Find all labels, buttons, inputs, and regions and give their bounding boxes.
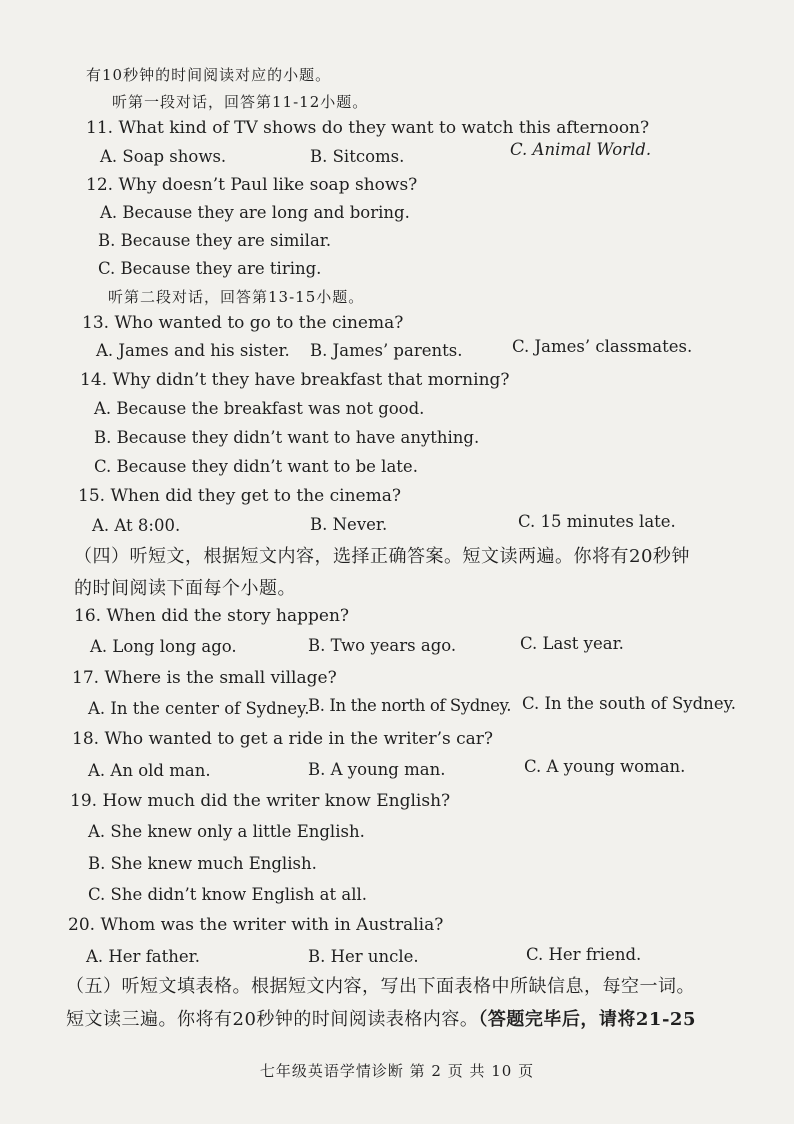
q12-option-b: B. Because they are similar. xyxy=(98,231,332,250)
q20-option-b: B. Her uncle. xyxy=(308,947,419,966)
q16-option-c: C. Last year. xyxy=(520,634,624,653)
part5-line2-bold: （答题完毕后，请将21-25 xyxy=(478,1009,696,1030)
q15-stem: 15. When did they get to the cinema? xyxy=(78,486,401,506)
q20-option-c: C. Her friend. xyxy=(526,945,642,964)
intro-line: 有10秒钟的时间阅读对应的小题。 xyxy=(86,66,332,84)
q14-option-a: A. Because the breakfast was not good. xyxy=(94,399,425,418)
q17-option-b: B. In the north of Sydney. xyxy=(308,696,512,715)
q11-option-a: A. Soap shows. xyxy=(100,147,227,166)
q18-option-a: A. An old man. xyxy=(88,761,211,780)
q15-option-a: A. At 8:00. xyxy=(92,516,181,535)
q19-option-c: C. She didn’t know English at all. xyxy=(88,885,368,904)
part4-instruction-line1: （四）听短文，根据短文内容，选择正确答案。短文读两遍。你将有20秒钟 xyxy=(74,546,690,567)
q13-option-b: B. James’ parents. xyxy=(310,341,463,360)
q12-option-c: C. Because they are tiring. xyxy=(98,259,322,278)
q12-option-a: A. Because they are long and boring. xyxy=(100,203,410,222)
part5-line2-text: 短文读三遍。你将有20秒钟的时间阅读表格内容。 xyxy=(66,1009,479,1030)
q14-option-c: C. Because they didn’t want to be late. xyxy=(94,457,418,476)
q17-option-c: C. In the south of Sydney. xyxy=(522,694,736,713)
q19-option-a: A. She knew only a little English. xyxy=(88,822,365,841)
q17-stem: 17. Where is the small village? xyxy=(72,668,337,688)
q18-stem: 18. Who wanted to get a ride in the writer’s car? xyxy=(72,729,494,749)
q15-option-b: B. Never. xyxy=(310,515,388,534)
section1-header: 听第一段对话，回答第11-12小题。 xyxy=(112,93,369,111)
q15-option-c: C. 15 minutes late. xyxy=(518,512,676,531)
q13-stem: 13. Who wanted to go to the cinema? xyxy=(82,313,404,333)
q18-option-c: C. A young woman. xyxy=(524,757,686,776)
q16-stem: 16. When did the story happen? xyxy=(74,606,350,626)
part4-instruction-line2: 的时间阅读下面每个小题。 xyxy=(74,578,296,599)
page-footer: 七年级英语学情诊断 第 2 页 共 10 页 xyxy=(259,1062,535,1080)
q17-option-a: A. In the center of Sydney. xyxy=(88,699,310,718)
q13-option-c: C. James’ classmates. xyxy=(512,337,693,356)
q14-option-b: B. Because they didn’t want to have anything. xyxy=(94,428,480,447)
q19-stem: 19. How much did the writer know English? xyxy=(70,791,451,811)
q20-stem: 20. Whom was the writer with in Australia? xyxy=(68,915,444,935)
q16-option-a: A. Long long ago. xyxy=(90,637,237,656)
q18-option-b: B. A young man. xyxy=(308,760,446,779)
q19-option-b: B. She knew much English. xyxy=(88,854,317,873)
section2-header: 听第二段对话，回答第13-15小题。 xyxy=(108,288,365,306)
q12-stem: 12. Why doesn’t Paul like soap shows? xyxy=(86,175,418,195)
q11-stem: 11. What kind of TV shows do they want to watch this afternoon? xyxy=(86,118,650,138)
q16-option-b: B. Two years ago. xyxy=(308,636,457,655)
part5-instruction-line2 xyxy=(66,1005,696,1031)
q11-option-b: B. Sitcoms. xyxy=(310,147,405,166)
q13-option-a: A. James and his sister. xyxy=(96,341,290,360)
part5-instruction-line1: （五）听短文填表格。根据短文内容，写出下面表格中所缺信息，每空一词。 xyxy=(66,976,695,997)
q20-option-a: A. Her father. xyxy=(86,947,200,966)
q11-option-c: C. Animal World. xyxy=(510,140,652,159)
q14-stem: 14. Why didn’t they have breakfast that morning? xyxy=(80,370,510,390)
